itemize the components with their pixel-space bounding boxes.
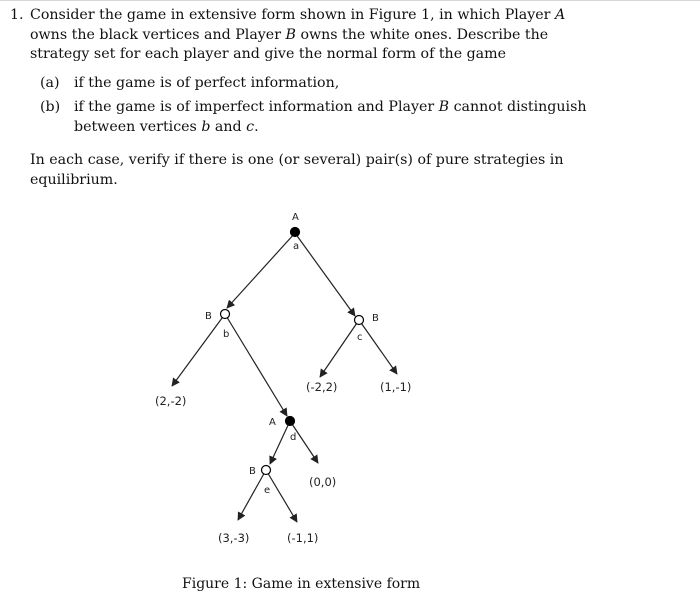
- vertex-name-d: d: [290, 432, 297, 443]
- part-b-label: (b): [40, 99, 61, 115]
- payoff-e-right: (-1,1): [287, 531, 319, 545]
- vertex-name-e: e: [264, 485, 271, 496]
- tree-labels: [205, 212, 379, 496]
- part-a-text: if the game is of perfect information,: [74, 74, 340, 91]
- edge-b-d: [225, 314, 287, 416]
- part-a-label: (a): [40, 74, 60, 91]
- payoff-b-left: (2,-2): [155, 394, 187, 408]
- edge-c-right: [359, 320, 397, 374]
- payoff-d-right: (0,0): [309, 475, 337, 489]
- edge-b-left: [172, 314, 225, 386]
- problem-statement: Consider the game in extensive form shown in Figure 1, in which Player A owns the black vertices and Player B owns the white ones. Describe the strategy set for each player and give the normal form of the game: [30, 7, 566, 62]
- payoffs: [155, 380, 411, 545]
- figure-caption: Figure 1: Game in extensive form: [182, 576, 421, 592]
- edge-e-right: [266, 470, 297, 522]
- edge-a-b: [227, 233, 295, 308]
- player-label-a: A: [292, 212, 299, 223]
- player-label-c: B: [372, 313, 379, 324]
- payoff-c-left: (-2,2): [306, 380, 338, 394]
- player-label-e: B: [249, 466, 256, 477]
- part-b-text: if the game is of imperfect information and Player B cannot distinguish between vertices b and c.: [74, 99, 587, 135]
- node-c: [355, 316, 364, 325]
- payoff-e-left: (3,-3): [218, 531, 250, 545]
- node-d: [286, 417, 295, 426]
- tree-edges: [172, 233, 397, 522]
- vertex-name-c: c: [357, 332, 363, 343]
- player-label-d: A: [269, 417, 276, 428]
- node-e: [262, 466, 271, 475]
- node-b: [221, 310, 230, 319]
- vertex-name-a: a: [293, 241, 300, 252]
- edge-e-left: [238, 470, 266, 520]
- node-a: [291, 228, 300, 237]
- verify-instruction: In each case, verify if there is one (or several) pair(s) of pure strategies in equilibrium.: [30, 152, 564, 188]
- vertex-name-b: b: [223, 329, 230, 340]
- edge-c-left: [320, 320, 359, 377]
- payoff-c-right: (1,-1): [380, 380, 412, 394]
- problem-number: 1.: [10, 7, 24, 23]
- edge-a-c: [295, 233, 355, 316]
- player-label-b: B: [205, 311, 212, 322]
